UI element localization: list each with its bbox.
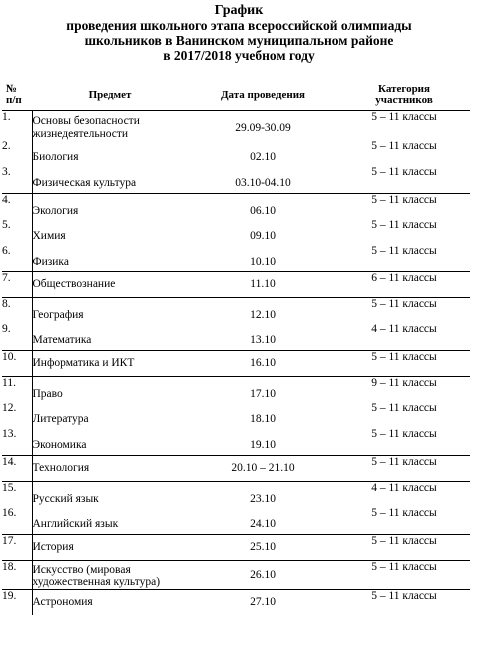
row-number: 1. (2, 111, 32, 141)
row-subject: Информатика и ИКТ (32, 350, 188, 376)
row-category: 5 – 11 классы (371, 507, 437, 519)
row-number: 19. (2, 589, 32, 615)
row-number: 3. (2, 166, 32, 193)
row-date: 18.10 (250, 413, 276, 425)
row-subject: Искусство (мировая художественная культура) (32, 560, 188, 589)
header-number (2, 80, 32, 111)
table-row (2, 271, 470, 297)
row-subject: Физика (32, 256, 69, 268)
table-row (2, 166, 470, 193)
row-subject: Математика (32, 334, 92, 346)
row-date: 10.10 (250, 256, 276, 268)
table-row (2, 507, 470, 534)
row-subject: Право (32, 376, 188, 402)
row-category: 5 – 11 классы (338, 350, 470, 376)
row-category: 5 – 11 классы (338, 534, 470, 560)
header-number-symbol: № (6, 83, 18, 95)
row-number: 17. (2, 534, 32, 560)
row-category: 5 – 11 классы (371, 219, 437, 231)
header-number-abbrev: п/п (6, 94, 22, 106)
olympiad-schedule-table (2, 80, 470, 615)
row-subject: Основы безопасности жизнедеятельности (32, 111, 188, 141)
row-category: 5 – 11 классы (371, 140, 437, 152)
row-subject: Технология (32, 455, 188, 481)
row-category: 5 – 11 классы (371, 166, 437, 178)
table-row (2, 140, 470, 166)
row-subject: История (32, 534, 188, 560)
row-date: 19.10 (250, 439, 276, 451)
row-date: 27.10 (188, 589, 338, 615)
row-subject: Русский язык (32, 481, 188, 507)
row-number: 7. (2, 271, 32, 297)
row-subject: Биология (32, 151, 79, 163)
table-row (2, 323, 470, 350)
row-number: 12. (2, 402, 32, 428)
row-category: 6 – 11 классы (338, 271, 470, 297)
document-subtitle-line-1: проведения школьного этапа всероссийской олимпиады (66, 18, 412, 33)
row-category: 5 – 11 классы (338, 560, 470, 589)
row-date: 17.10 (188, 376, 338, 402)
row-date: 06.10 (188, 193, 338, 219)
row-category: 5 – 11 классы (338, 455, 470, 481)
table-row (2, 193, 470, 219)
row-category: 5 – 11 классы (338, 193, 470, 219)
document-subtitle-line-2: школьников в Ванинском муниципальном районе (84, 33, 394, 48)
row-category: 5 – 11 классы (371, 428, 437, 440)
row-number: 8. (2, 297, 32, 323)
row-category: 5 – 11 классы (338, 589, 470, 615)
table-row (2, 428, 470, 455)
row-number: 15. (2, 481, 32, 507)
row-date: 13.10 (250, 334, 276, 346)
document-subtitle-line-3: в 2017/2018 учебном году (163, 48, 315, 63)
table-row (2, 455, 470, 481)
row-number: 5. (2, 219, 32, 245)
row-category: 5 – 11 классы (371, 245, 437, 257)
row-category: 4 – 11 классы (371, 323, 437, 335)
table-row (2, 402, 470, 428)
row-number: 14. (2, 455, 32, 481)
row-subject: Астрономия (32, 589, 188, 615)
table-row (2, 560, 470, 589)
row-date: 24.10 (250, 518, 276, 530)
row-subject: География (32, 297, 188, 323)
row-date: 20.10 – 21.10 (188, 455, 338, 481)
row-date: 02.10 (250, 151, 276, 163)
row-date: 16.10 (188, 350, 338, 376)
row-category: 5 – 11 классы (338, 297, 470, 323)
table-row (2, 111, 470, 141)
table-row (2, 376, 470, 402)
table-row (2, 534, 470, 560)
row-number: 4. (2, 193, 32, 219)
row-subject: Литература (32, 413, 89, 425)
table-row (2, 245, 470, 271)
row-category: 5 – 11 классы (338, 111, 470, 141)
header-category-line-1: Категория (378, 83, 430, 95)
row-number: 6. (2, 245, 32, 271)
row-date: 03.10-04.10 (235, 177, 291, 189)
row-number: 10. (2, 350, 32, 376)
table-row (2, 350, 470, 376)
row-number: 2. (2, 140, 32, 166)
row-date: 23.10 (188, 481, 338, 507)
row-date: 29.09-30.09 (188, 111, 338, 141)
row-date: 09.10 (250, 230, 276, 242)
row-subject: Обществознание (32, 271, 188, 297)
table-row (2, 219, 470, 245)
row-category: 9 – 11 классы (338, 376, 470, 402)
row-date: 26.10 (188, 560, 338, 589)
document-title: График (214, 3, 264, 18)
row-date: 12.10 (188, 297, 338, 323)
header-subject: Предмет (88, 88, 132, 101)
table-header-row (2, 80, 470, 111)
row-subject: Экология (32, 193, 188, 219)
header-date: Дата проведения (220, 88, 305, 101)
row-subject: Экономика (32, 439, 87, 451)
header-category (338, 80, 470, 111)
header-category-line-2: участников (375, 94, 433, 106)
row-subject: Химия (32, 230, 66, 242)
table-row (2, 297, 470, 323)
row-subject: Английский язык (32, 518, 119, 530)
row-date: 11.10 (188, 271, 338, 297)
row-number: 16. (2, 507, 32, 534)
row-number: 11. (2, 376, 32, 402)
row-number: 9. (2, 323, 32, 350)
row-number: 13. (2, 428, 32, 455)
table-row (2, 481, 470, 507)
row-number: 18. (2, 560, 32, 589)
row-date: 25.10 (188, 534, 338, 560)
row-subject: Физическая культура (32, 177, 137, 189)
row-category: 4 – 11 классы (338, 481, 470, 507)
row-category: 5 – 11 классы (371, 402, 437, 414)
table-row (2, 589, 470, 615)
